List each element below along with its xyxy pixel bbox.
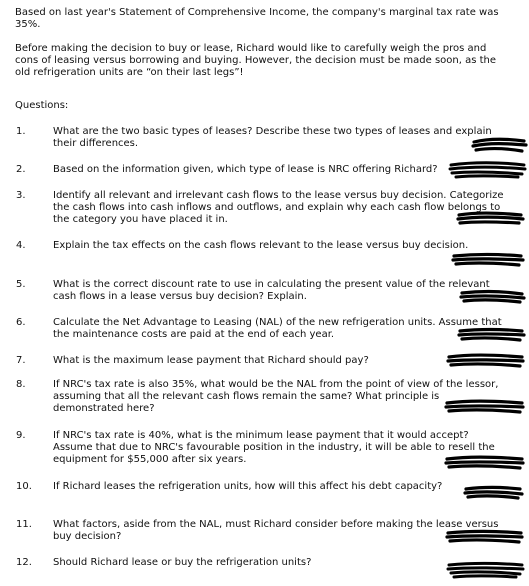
question-text: Explain the tax effects on the cash flows relevant to the lease versus buy decision. [53,240,469,251]
question-text: Based on the information given, which type of lease is NRC offering Richard? [53,164,438,175]
question-number: 4. [16,240,26,251]
redaction-scribble [444,454,526,472]
redaction-scribble [455,210,527,228]
redaction-scribble [446,560,526,580]
redaction-scribble [458,288,528,306]
redaction-scribble [470,136,529,156]
question-text: If NRC's tax rate is 40%, what is the minimum lease payment that it would accept? Assume that due to NRC's favourable position in the industry, it will be able to resell the equipment for $55,000 after six years. [53,430,495,465]
question-text: What factors, aside from the NAL, must Richard consider before making the lease versus buy decision? [53,519,499,542]
question-text: What are the two basic types of leases? Describe these two types of leases and explain their differences. [53,126,492,149]
redaction-scribble [445,528,525,546]
question-text: Identify all relevant and irrelevant cash flows to the lease versus buy decision. Categorize the cash flows into cash inflows and outflows, and explain why each cash flow belongs to the category you have placed it in. [53,190,504,225]
question-text: If Richard leases the refrigeration units, how will this affect his debt capacity? [53,481,443,492]
redaction-scribble [444,398,526,416]
question-number: 12. [16,557,32,568]
question-text: What is the maximum lease payment that Richard should pay? [53,355,369,366]
question-number: 10. [16,481,32,492]
redaction-scribble [462,484,526,502]
redaction-scribble [456,326,528,344]
question-text: If NRC's tax rate is also 35%, what would be the NAL from the point of view of the lessor, assuming that all the relevant cash flows remain the same? What principle is demonstrated here? [53,379,499,414]
questions-heading: Questions: [15,100,69,111]
question-number: 8. [16,379,26,390]
question-number: 11. [16,519,32,530]
question-number: 6. [16,317,26,328]
question-text: Should Richard lease or buy the refrigeration units? [53,557,312,568]
question-text: What is the correct discount rate to use in calculating the present value of the relevant cash flows in a lease versus buy decision? Explain. [53,279,490,302]
question-number: 2. [16,164,26,175]
question-text: Calculate the Net Advantage to Leasing (NAL) of the new refrigeration units. Assume that the maintenance costs are paid at the end of each year. [53,317,502,340]
question-number: 5. [16,279,26,290]
question-number: 3. [16,190,26,201]
intro-paragraph-2: Before making the decision to buy or lease, Richard would like to carefully weigh the pros and cons of leasing versus borrowing and buying. However, the decision must be made soon, as the old refrigeration units are “on their last legs”! [15,43,497,78]
question-number: 7. [16,355,26,366]
redaction-scribble [446,352,526,370]
redaction-scribble [448,160,528,180]
question-number: 1. [16,126,26,137]
redaction-scribble [451,251,526,269]
question-number: 9. [16,430,26,441]
intro-paragraph-1: Based on last year's Statement of Comprehensive Income, the company's marginal tax rate was 35%. [15,7,499,30]
